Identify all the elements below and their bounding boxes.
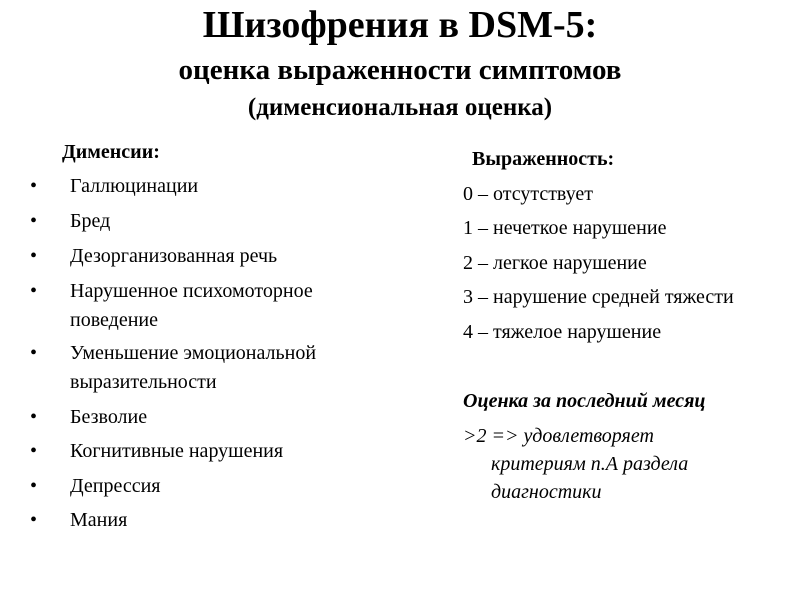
dimensions-heading: Дименсии: [62,141,160,163]
bullet-icon: • [30,509,38,531]
criterion-line: >2 => удовлетворяет [463,425,654,447]
criterion-title: Оценка за последний месяц [463,390,706,412]
page-subtitle-parenthetical: (дименсиональная оценка) [247,94,553,121]
dimension-label: Бред [70,210,111,232]
dimension-label: Нарушенное психомоторное поведение [70,280,313,331]
severity-level: 4 – тяжелое нарушение [463,321,662,343]
bullet-icon: • [30,280,38,302]
bullet-icon: • [30,342,38,364]
dimension-label: Когнитивные нарушения [70,440,284,462]
page-title: Шизофрения в DSM-5: [202,4,598,46]
severity-level: 1 – нечеткое нарушение [463,217,667,239]
dimension-label: Безволие [70,406,148,428]
criterion-line: диагностики [491,481,602,503]
dimension-label: Мания [70,509,128,531]
page-subtitle: оценка выраженности симптомов [178,54,622,86]
bullet-icon: • [30,475,38,497]
bullet-icon: • [30,210,38,232]
dimension-label: Галлюцинации [70,175,199,197]
bullet-icon: • [30,406,38,428]
dimension-label: Дезорганизованная речь [70,245,278,267]
bullet-icon: • [30,245,38,267]
severity-level: 3 – нарушение средней тяжести [463,286,734,308]
severity-heading: Выраженность: [472,148,615,170]
severity-level: 2 – легкое нарушение [463,252,647,274]
severity-level: 0 – отсутствует [463,183,594,205]
dimension-label: Депрессия [70,475,161,497]
criterion-line: критериям п.А раздела [491,453,689,475]
criterion-rule [463,422,783,506]
dimension-label: Уменьшение эмоциональной выразительности [70,342,317,393]
bullet-icon: • [30,175,38,197]
bullet-icon: • [30,440,38,462]
